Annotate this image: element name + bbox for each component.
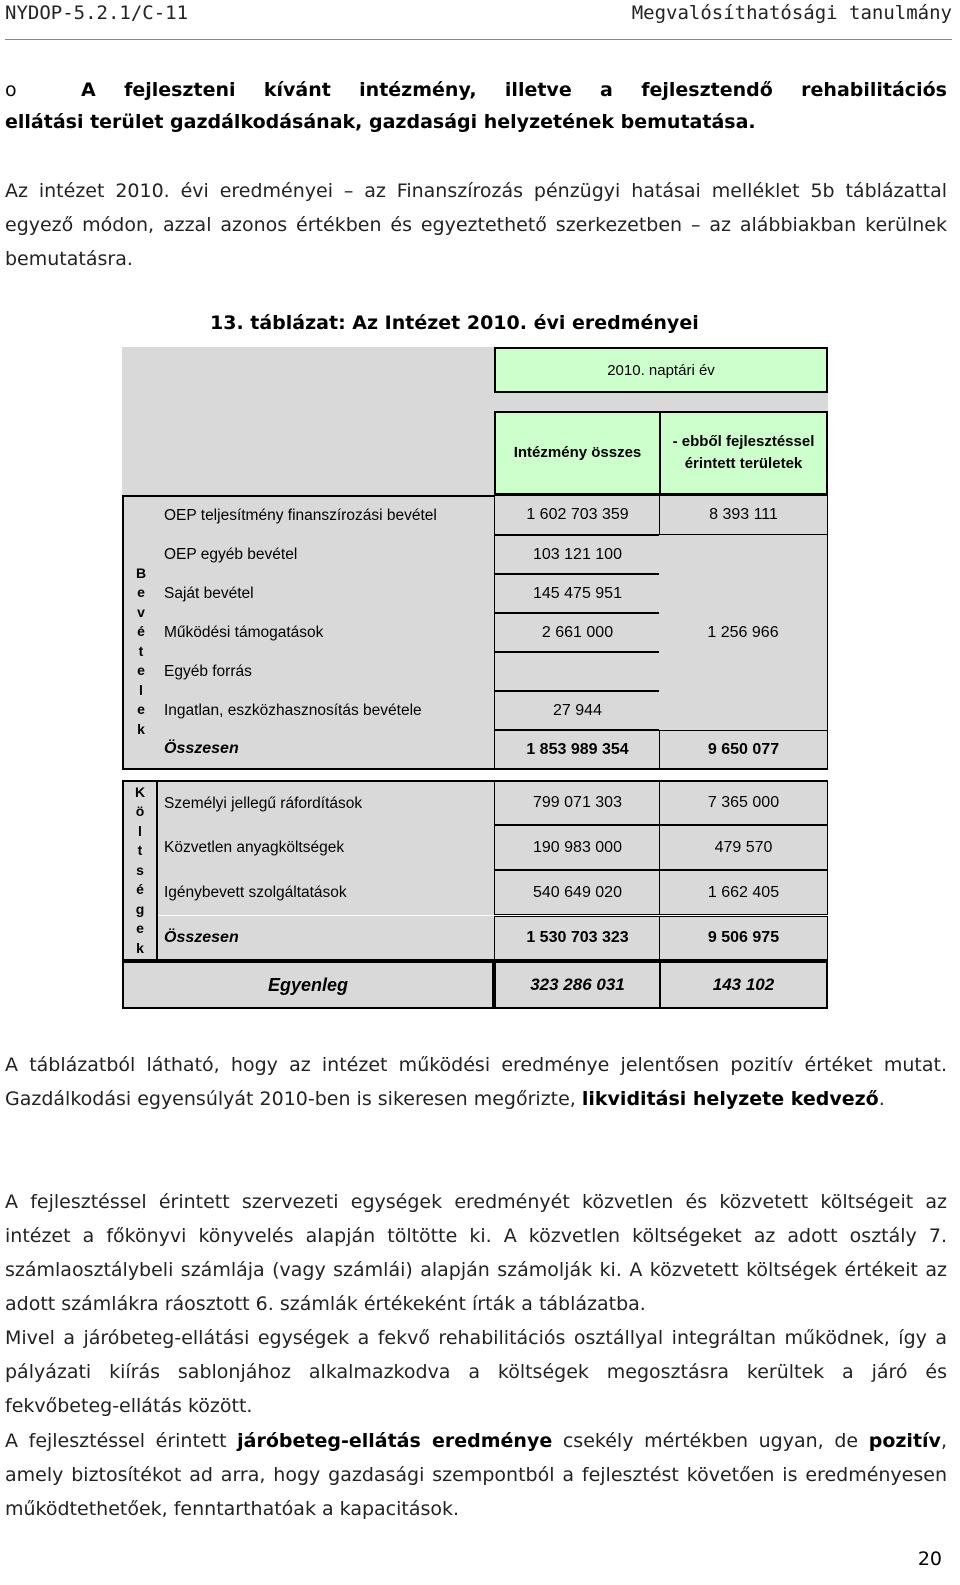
paragraph-outpatient <box>5 1424 947 1526</box>
heading-word: rehabilitációs <box>801 79 947 101</box>
heading-word: illetve <box>504 79 572 101</box>
revenue-row-v1 <box>494 652 661 691</box>
cost-total-v1: 1 530 703 323 <box>494 916 661 961</box>
cost-row-v1: 799 071 303 <box>494 780 661 825</box>
paragraph-integration: Mivel a járóbeteg-ellátási egységek a fekvő rehabilitációs osztállyal integráltan működnek, így a pályázati kiírás sablonjához alkalmazkodva a költségek megosztásra kerültek a járó és fekvőbeteg-ellátás között. <box>5 1327 947 1417</box>
group-letter: e <box>137 662 145 679</box>
paragraph-conclusion <box>5 1048 947 1116</box>
header-rule <box>5 39 952 40</box>
section-heading-line1 <box>81 74 947 106</box>
balance-label: Egyenleg <box>122 961 494 1009</box>
balance-v1: 323 286 031 <box>494 961 661 1009</box>
revenue-row-v1: 27 944 <box>494 691 661 730</box>
revenue-row-v1: 103 121 100 <box>494 535 661 574</box>
revenue-row-label: Működési támogatások <box>158 613 494 652</box>
year-header: 2010. naptári év <box>494 347 828 393</box>
cost-row-label: Igénybevett szolgáltatások <box>158 870 494 915</box>
group-letter: v <box>137 603 145 620</box>
revenue-total-v2: 9 650 077 <box>659 730 828 770</box>
cost-row-label: Személyi jellegű ráfordítások <box>158 780 494 825</box>
group-letter: e <box>136 920 144 937</box>
revenue-row-label: Ingatlan, eszközhasznosítás bevétele <box>158 691 494 730</box>
col-header-total: Intézmény összes <box>494 411 661 495</box>
p1-bold: likviditási helyzete kedvező <box>581 1088 879 1110</box>
group-letter: e <box>137 584 145 601</box>
p1-end: . <box>878 1088 885 1110</box>
first-row-v1: 1 602 703 359 <box>494 495 661 535</box>
revenue-row-v1: 2 661 000 <box>494 613 661 652</box>
table-corner <box>122 347 494 495</box>
group-letter: k <box>137 720 145 737</box>
group-letter: l <box>138 822 142 839</box>
cost-group-label <box>122 780 158 961</box>
first-row-label: OEP teljesítmény finanszírozási bevétel <box>158 495 494 535</box>
group-letter: K <box>134 783 146 800</box>
revenue-total-v1: 1 853 989 354 <box>494 730 661 770</box>
revenue-row-label: Egyéb forrás <box>158 652 494 691</box>
paragraph-method: A fejlesztéssel érintett szervezeti egységek eredményét közvetlen és közvetett költségeit az intézet a főkönyvi könyvelés alapján töltötte ki. A közvetlen költségeket az adott osztály 7. számlaosztálybeli számlája (vagy számlái) alapján számolják ki. A közvetett költségek értékeit az adott számlákra ráosztott 6. számlák értékeként írták a táblázatba. <box>5 1191 947 1315</box>
p4-d: pozitív <box>868 1430 941 1452</box>
p4-b: járóbeteg-ellátás eredménye <box>237 1430 553 1452</box>
table-caption: 13. táblázat: Az Intézet 2010. évi eredményei <box>210 312 699 334</box>
group-letter: ö <box>135 803 145 820</box>
p4-c: csekély mértékben ugyan, de <box>552 1430 869 1452</box>
p1-text: A táblázatból látható, hogy az intézet működési eredménye jelentősen pozitív értéket mutat. Gazdálkodási egyensúlyát 2010-ben is sikeresen megőrizte, <box>5 1054 947 1110</box>
revenue-row-v1: 145 475 951 <box>494 574 661 613</box>
heading-word: intézmény, <box>359 79 477 101</box>
group-letter: é <box>137 623 145 640</box>
heading-word: A <box>81 79 96 101</box>
group-letter: k <box>136 939 144 956</box>
section-heading-line2: ellátási terület gazdálkodásának, gazdasági helyzetének bemutatása. <box>5 111 756 133</box>
group-letter: s <box>136 861 144 878</box>
heading-word: fejleszteni <box>124 79 236 101</box>
header-spacer <box>494 393 828 411</box>
revenue-merged-v2: 1 256 966 <box>659 535 828 730</box>
revenue-group-label <box>122 535 158 770</box>
cost-row-v1: 540 649 020 <box>494 870 661 915</box>
group-letter: B <box>135 564 147 581</box>
cost-total-label: Összesen <box>158 916 494 961</box>
bullet-marker: o <box>5 79 17 101</box>
group-letter: g <box>135 900 145 917</box>
cost-row-v2: 7 365 000 <box>659 780 828 825</box>
col-header-dev: - ebből fejlesztéssel érintett területek <box>659 411 828 495</box>
revenue-row-label: Saját bevétel <box>158 574 494 613</box>
header-doc-title: Megvalósíthatósági tanulmány <box>631 2 952 24</box>
p4-a: A fejlesztéssel érintett <box>5 1430 238 1452</box>
intro-paragraph: Az intézet 2010. évi eredményei – az Finanszírozás pénzügyi hatásai melléklet 5b táblázattal egyező módon, azzal azonos értékben és egyeztethető szerkezetben – az alábbiakban kerülnek bemutatásra. <box>5 180 947 270</box>
section-heading <box>5 74 947 138</box>
cost-row-v2: 1 662 405 <box>659 870 828 915</box>
cost-row-label: Közvetlen anyagköltségek <box>158 825 494 870</box>
group-letter: l <box>139 681 143 698</box>
first-row-v2: 8 393 111 <box>659 495 828 535</box>
cost-row-v1: 190 983 000 <box>494 825 661 870</box>
group-letter: é <box>136 881 144 898</box>
balance-v2: 143 102 <box>659 961 828 1009</box>
header-doc-id: NYDOP-5.2.1/C-11 <box>5 2 189 24</box>
revenue-row-label: OEP egyéb bevétel <box>158 535 494 574</box>
heading-word: kívánt <box>263 79 331 101</box>
heading-word: fejlesztendő <box>641 79 773 101</box>
p4-e: , amely biztosítékot ad arra, hogy gazdasági szempontból a fejlesztést követően is eredményesen működtethetőek, fenntarthatóak a kapacitások. <box>5 1430 947 1520</box>
group-letter: t <box>137 842 143 859</box>
page-number: 20 <box>917 1548 942 1570</box>
heading-word: a <box>600 79 613 101</box>
first-row-spacer <box>122 495 158 535</box>
cost-total-v2: 9 506 975 <box>659 916 828 961</box>
revenue-total-label: Összesen <box>158 730 494 770</box>
group-letter: e <box>137 701 145 718</box>
group-letter: t <box>138 642 144 659</box>
cost-row-v2: 479 570 <box>659 825 828 870</box>
